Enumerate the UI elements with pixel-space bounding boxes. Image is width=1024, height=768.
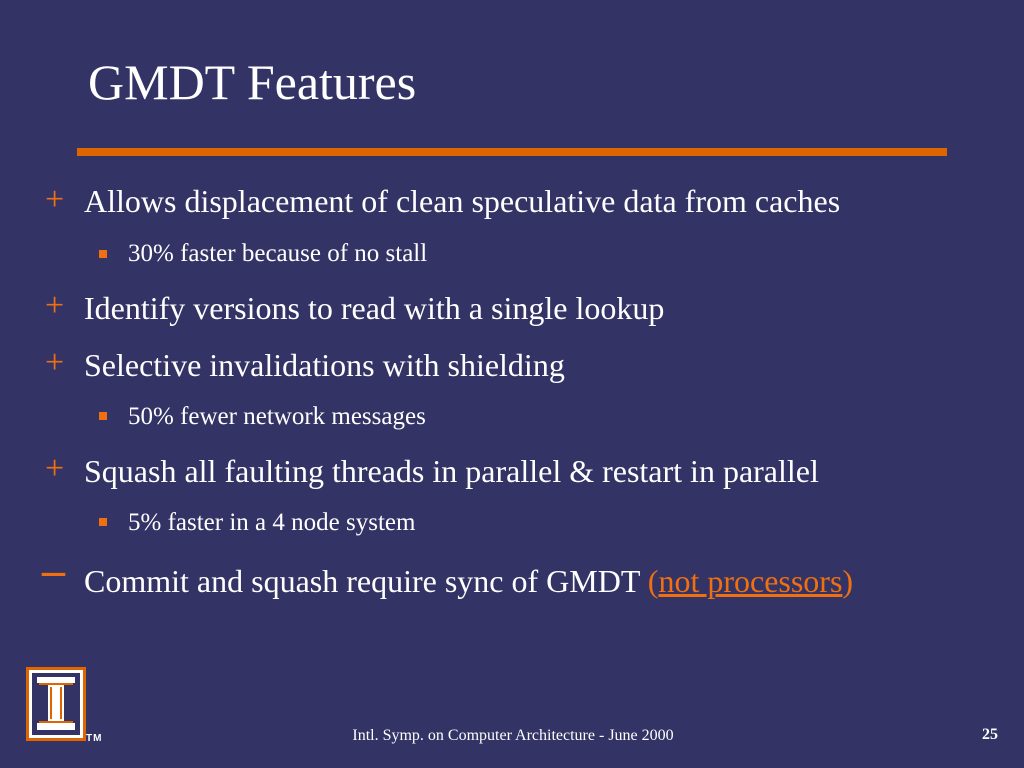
slide-title: GMDT Features (88, 54, 417, 110)
not-processors-link[interactable]: not processors (658, 563, 843, 599)
page-number: 25 (982, 726, 998, 743)
bullet-item: Allows displacement of clean speculative data from caches (84, 183, 841, 219)
square-bullet-icon (99, 412, 107, 420)
bullet-item: Selective invalidations with shielding (84, 347, 565, 383)
minus-bullet-icon: – (42, 544, 65, 595)
bullet-item-commit (84, 558, 884, 604)
paren-open: ( (647, 563, 659, 599)
bullet-item: Identify versions to read with a single lookup (84, 290, 665, 326)
square-bullet-icon (99, 518, 107, 526)
plus-bullet-icon: + (45, 181, 65, 218)
footer-text: Intl. Symp. on Computer Architecture - June 2000 (352, 727, 674, 744)
paren-close: ) (842, 563, 854, 599)
trademark-label: TM (86, 733, 103, 744)
sub-bullet-item: 50% fewer network messages (128, 403, 426, 430)
square-bullet-icon (99, 250, 107, 258)
plus-bullet-icon: + (45, 450, 65, 487)
plus-bullet-icon: + (45, 344, 65, 381)
plus-bullet-icon: + (45, 287, 65, 324)
title-divider (77, 148, 947, 156)
sub-bullet-item: 5% faster in a 4 node system (128, 509, 416, 536)
bullet-item-text: Commit and squash require sync of GMDT (84, 563, 648, 599)
university-logo-icon (26, 667, 86, 741)
bullet-item: Squash all faulting threads in parallel & restart in parallel (84, 453, 819, 489)
sub-bullet-item: 30% faster because of no stall (128, 240, 428, 267)
